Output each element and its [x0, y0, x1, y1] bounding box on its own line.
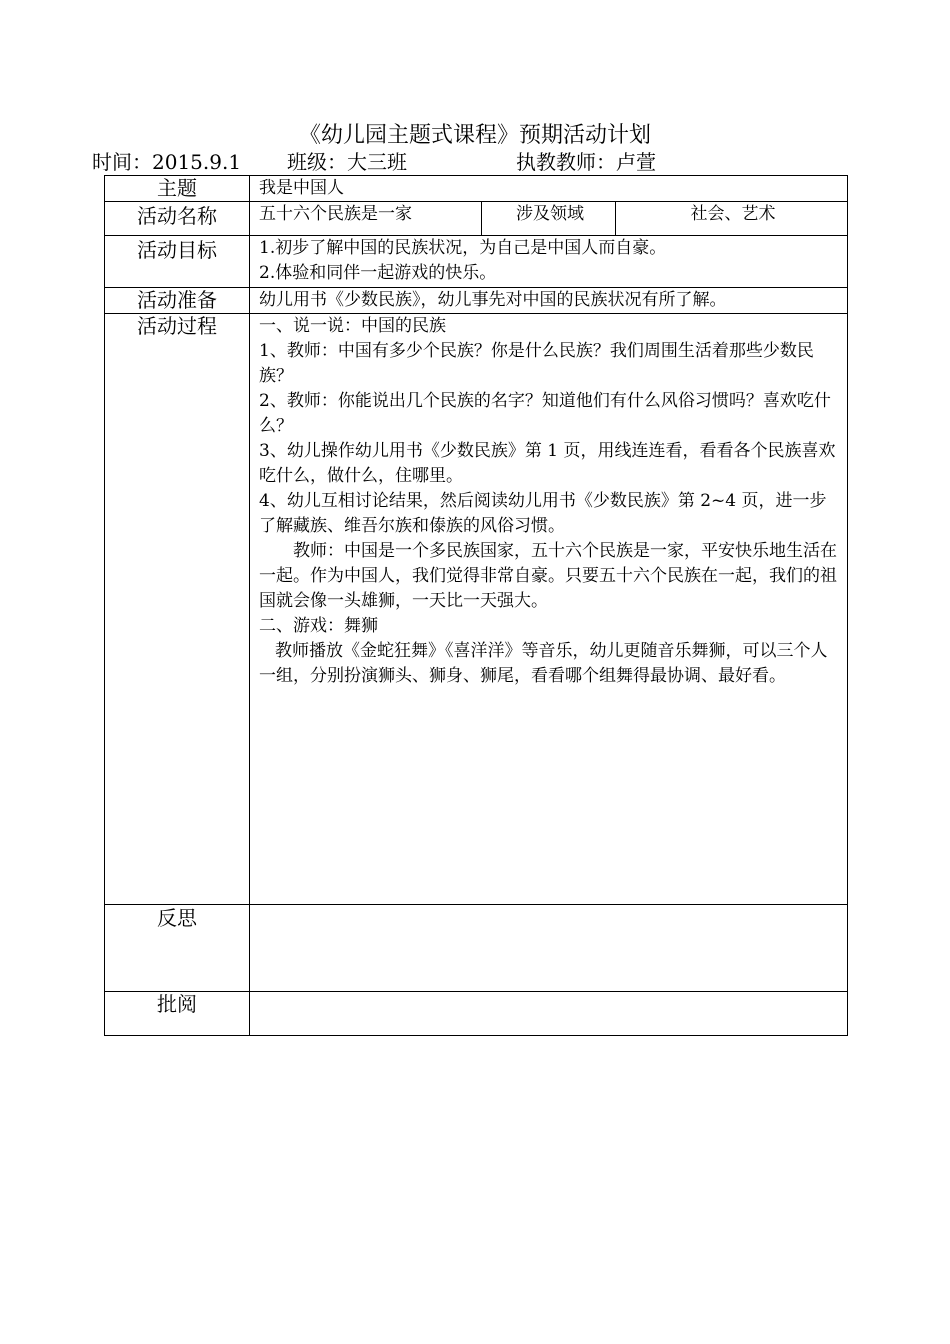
review-value	[250, 992, 848, 1036]
process-paragraph: 教师播放《金蛇狂舞》《喜洋洋》等音乐，幼儿更随音乐舞狮，可以三个人一组，分别扮演狮头、狮身、狮尾，看看哪个组舞得最协调、最好看。	[259, 641, 828, 686]
process-paragraph: 4、幼儿互相讨论结果，然后阅读幼儿用书《少数民族》第 2~4 页，进一步了解藏族、维吾尔族和傣族的风俗习惯。	[259, 491, 827, 536]
goals-value	[250, 236, 848, 288]
row-preparation	[105, 288, 848, 314]
review-label: 批阅	[105, 992, 250, 1036]
preparation-label: 活动准备	[105, 288, 250, 314]
process-paragraph: 一、说一说：中国的民族	[259, 316, 446, 336]
goal-item: 2.体验和同伴一起游戏的快乐。	[259, 263, 497, 283]
process-paragraph: 二、游戏：舞狮	[259, 616, 378, 636]
preparation-value: 幼儿用书《少数民族》，幼儿事先对中国的民族状况有所了解。	[250, 288, 848, 314]
process-paragraph: 教师：中国是一个多民族国家，五十六个民族是一家，平安快乐地生活在一起。作为中国人，我们觉得非常自豪。只要五十六个民族在一起，我们的祖国就会像一头雄狮，一天比一天强大。	[259, 541, 837, 611]
reflection-label: 反思	[105, 905, 250, 992]
activity-plan-table	[104, 175, 848, 1036]
goals-label: 活动目标	[105, 236, 250, 288]
field-label: 涉及领域	[482, 202, 616, 236]
process-label: 活动过程	[105, 314, 250, 905]
goal-item: 1.初步了解中国的民族状况，为自己是中国人而自豪。	[259, 238, 667, 258]
row-process	[105, 314, 848, 905]
process-paragraph: 2、教师：你能说出几个民族的名字？知道他们有什么风俗习惯吗？喜欢吃什么？	[259, 391, 831, 436]
teacher-label: 执教教师：卢萱	[516, 150, 656, 174]
row-goals	[105, 236, 848, 288]
date-label: 时间：2015.9.1	[92, 150, 242, 174]
row-reflection	[105, 905, 848, 992]
process-value	[250, 314, 848, 905]
document-title: 《幼儿园主题式课程》预期活动计划	[298, 123, 651, 148]
process-paragraph: 3、幼儿操作幼儿用书《少数民族》第 1 页，用线连连看，看看各个民族喜欢吃什么，做什么，住哪里。	[259, 441, 836, 486]
activity-name-value: 五十六个民族是一家	[250, 202, 482, 236]
row-activity-name	[105, 202, 848, 236]
class-label: 班级：大三班	[287, 150, 407, 174]
row-theme	[105, 176, 848, 202]
row-review	[105, 992, 848, 1036]
theme-label: 主题	[105, 176, 250, 202]
field-value: 社会、艺术	[616, 202, 848, 236]
activity-name-label: 活动名称	[105, 202, 250, 236]
theme-value: 我是中国人	[250, 176, 848, 202]
process-paragraph: 1、教师：中国有多少个民族？你是什么民族？我们周围生活着那些少数民族？	[259, 341, 814, 386]
reflection-value	[250, 905, 848, 992]
